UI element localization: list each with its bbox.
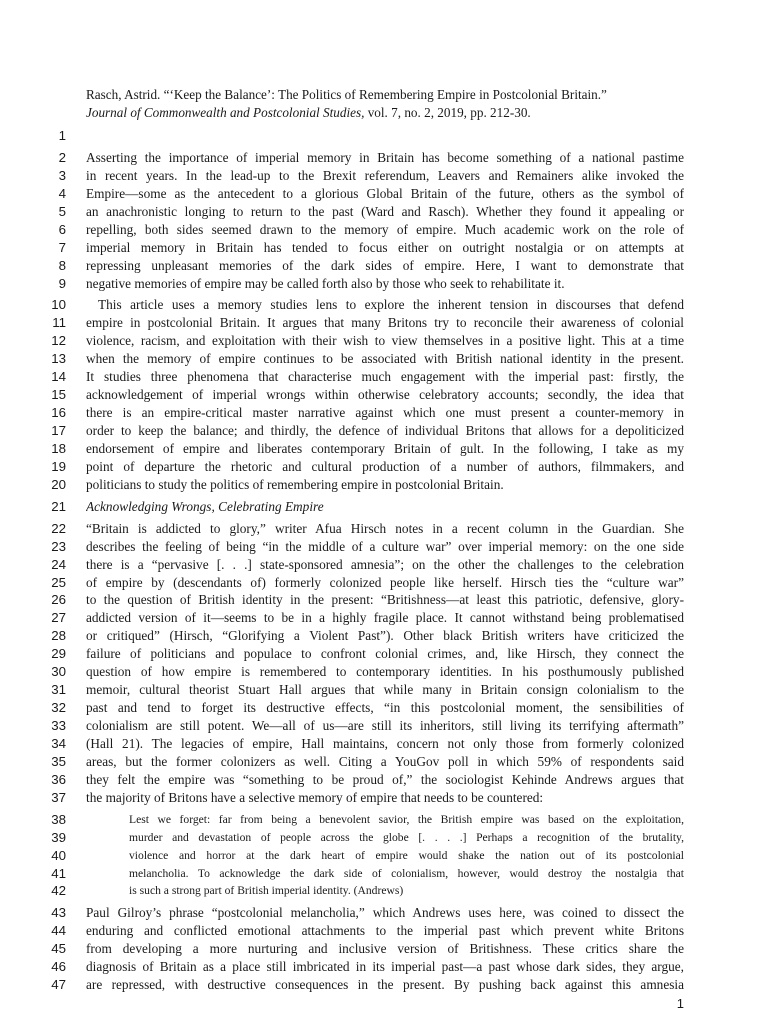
body-text-line: repressing unpleasant memories of the dark sides of empire. Here, I want to demonstrate that [86,257,684,273]
line-number: 37 [51,789,66,805]
line-number: 15 [51,387,66,403]
line-number: 25 [51,574,66,590]
body-text-line: (Hall 21). The legacies of empire, Hall maintains, concern not only those from formerly colonized [86,735,684,751]
citation-line-2 [86,104,686,122]
text-line [0,904,768,922]
text-line [0,753,768,771]
line-number: 7 [58,239,66,255]
text-line [0,940,768,958]
text-line [0,296,768,314]
body-text-line: memoir, cultural theorist Stuart Hall argues that while many in Britain consign colonialism to the [86,682,684,698]
body-text-line: there is a “pervasive [. . .] state-sponsored amnesia”; on the other the challenges to the celebration [86,556,684,572]
body-text-line: “Britain is addicted to glory,” writer Afua Hirsch notes in a recent column in the Guardian. She [86,520,684,536]
body-text-line: diagnosis of Britain as a place still imbricated in its imperial past—a past whose dark sides, they argue, [86,959,684,975]
text-line [0,865,768,883]
body-text-line: endorsement of empire and liberates contemporary Britain of gult. In the following, I take as my [86,440,684,456]
text-line [0,538,768,556]
text-line [0,404,768,422]
line-number: 13 [51,351,66,367]
body-text-line: describes the feeling of being “in the middle of a culture war” over imperial memory: on the one side [86,538,684,554]
line-number: 28 [51,628,66,644]
body-text-line: to the question of British identity in the present: “Britishness—at least this patriotic, defensive, glory- [86,592,684,608]
line-number: 6 [58,221,66,237]
text-line [0,922,768,940]
line-number: 42 [51,883,66,899]
body-text-line: from developing a more nurturing and inclusive version of Britishness. These critics share the [86,941,684,957]
line-number: 4 [58,185,66,201]
body-text-line: addicted version of it—seems to be in a highly fragile place. It cannot withstand being problematised [86,610,684,626]
text-line [0,627,768,645]
body-text-line: an anachronistic longing to return to the past (Ward and Rasch). Whether they found it appealing or [86,203,684,219]
block-quote-line: Lest we forget: far from being a benevolent savior, the British empire was based on the exploitation, [129,812,684,826]
text-line [0,203,768,221]
text-line [0,422,768,440]
text-line [0,882,768,900]
line-number: 21 [51,498,66,514]
line-number: 22 [51,520,66,536]
line-number: 1 [58,128,66,143]
numbered-text-body [0,127,768,994]
line-number: 18 [51,440,66,456]
block-quote-line: is such a strong part of British imperial identity. (Andrews) [129,884,404,898]
journal-title: Journal of Commonwealth and Postcolonial Studies, [86,104,365,120]
line-number: 24 [51,556,66,572]
line-number: 35 [51,753,66,769]
text-line [0,167,768,185]
text-line [0,368,768,386]
text-line [0,771,768,789]
line-number: 33 [51,718,66,733]
line-number: 40 [51,847,66,863]
line-number: 39 [51,829,66,845]
body-text-line: Asserting the importance of imperial memory in Britain has become something of a national pastime [86,149,684,165]
body-text-line: when the memory of empire continues to be associated with British national identity in the present. [86,351,684,367]
line-number: 5 [58,203,66,219]
body-text-line: violence, racism, and exploitation with their wish to view themselves in a positive light. This at a time [86,333,684,349]
body-text-line: or critiqued” (Hirsch, “Glorifying a Violent Past”). Other black British writers have criticized the [86,628,684,644]
text-line [0,717,768,735]
text-line [0,574,768,592]
text-line [0,185,768,203]
body-text-line: It studies three phenomena that characterise much engagement with the imperial past: firstly, the [86,369,684,385]
citation-details: vol. 7, no. 2, 2019, pp. 212-30. [364,104,531,120]
text-line [0,958,768,976]
line-number: 3 [58,167,66,183]
body-text-line: imperial memory in Britain has tended to focus either on outright nostalgia or on attempts at [86,239,684,255]
text-line [0,681,768,699]
body-text-line: Paul Gilroy’s phrase “postcolonial melancholia,” which Andrews uses here, was coined to dissect the [86,905,684,921]
line-number: 41 [51,865,66,881]
body-text-line: question of how empire is remembered to contemporary identities. In his posthumously published [86,664,684,680]
line-number: 38 [51,811,66,827]
body-text-line: enduring and conflicted emotional attachments to the imperial past which prevent white Britons [86,923,684,939]
section-heading: Acknowledging Wrongs, Celebrating Empire [86,498,324,514]
block-quote-line: melancholia. To acknowledge the dark side of colonialism, however, would destroy the nostalgia that [129,866,684,880]
text-line [0,498,768,516]
text-line [0,609,768,627]
text-line [0,275,768,293]
body-text-line: acknowledgement of imperial wrongs within otherwise celebratory accounts; secondly, the idea that [86,387,684,403]
body-text-line: are repressed, with destructive consequences in the present. By pushing back against this amnesia [86,977,684,993]
text-line [0,811,768,829]
line-number: 2 [58,149,66,165]
text-line [0,149,768,167]
line-number: 31 [51,682,66,698]
block-quote-line: violence and horror at the dark heart of empire would shake the nation out of its postcolonial [129,848,684,862]
text-line [0,257,768,275]
body-text-line: Empire—some as the antecedent to a glorious Global Britain of the future, others as the symbol of [86,185,684,201]
line-number: 16 [51,405,66,421]
text-line [0,976,768,994]
body-text-line: politicians to study the politics of remembering empire in postcolonial Britain. [86,476,504,492]
line-number: 19 [51,458,66,474]
body-text-line: colonialism are still potent. We—all of us—are still its inheritors, still living its terrifying aftermath” [86,718,684,733]
text-line [0,476,768,494]
line-number: 30 [51,664,66,680]
body-text-line: repelling, both sides seemed drawn to the memory of empire. Much academic work on the role of [86,221,684,237]
body-text-line: the majority of Britons have a selective memory of empire that needs to be countered: [86,789,544,805]
text-line [0,127,768,145]
line-number: 9 [58,275,66,291]
line-number: 8 [58,257,66,273]
line-number: 27 [51,610,66,626]
text-line [0,735,768,753]
body-text-line: point of departure the rhetoric and cultural production of a number of authors, filmmakers, and [86,458,684,474]
line-number: 32 [51,700,66,716]
line-number: 23 [51,538,66,554]
body-text-line: they felt the empire was “something to be proud of,” the sociologist Kehinde Andrews argues that [86,771,684,787]
text-line [0,699,768,717]
line-number: 26 [51,592,66,608]
text-line [0,520,768,538]
body-text-line: there is an empire-critical master narrative against which one must present a counter-memory in [86,405,684,421]
line-number: 47 [51,977,66,993]
text-line [0,332,768,350]
page-number: 1 [676,996,684,1011]
text-line [0,556,768,574]
text-line [0,645,768,663]
line-number: 43 [51,905,66,921]
block-quote-line: murder and devastation of people across the globe [. . . .] Perhaps a recognition of the brutality, [129,830,684,844]
line-number: 29 [51,646,66,662]
body-text-line: of empire by (descendants of) formerly colonized people like herself. Hirsch ties the “culture war” [86,574,684,590]
body-text-line: order to keep the balance; and thirdly, the defence of individual Britons that allows for a depoliticized [86,423,684,438]
line-number: 46 [51,959,66,975]
line-number: 44 [51,923,66,939]
body-text-line: failure of politicians and populace to confront colonial crimes, and, like Hirsch, they connect the [86,646,684,662]
text-line [0,350,768,368]
text-line [0,829,768,847]
text-line [0,239,768,257]
text-line [0,789,768,807]
line-number: 11 [52,315,66,331]
text-line [0,440,768,458]
text-line [0,386,768,404]
line-number: 34 [51,735,66,751]
line-number: 45 [51,941,66,957]
text-line [0,314,768,332]
text-line [0,591,768,609]
body-text-line: in recent years. In the lead-up to the Brexit referendum, Leavers and Remainers alike invoked the [86,167,684,183]
text-line [0,221,768,239]
body-text-line: areas, but the former colonizers as well. Citing a YouGov poll in which 59% of respondents said [86,753,684,769]
line-number: 10 [51,297,66,313]
text-line [0,847,768,865]
line-number: 20 [51,476,66,492]
line-number: 12 [51,333,66,349]
body-text-line: negative memories of empire may be called forth also by those who seek to rehabilitate it. [86,275,565,291]
line-number: 36 [51,771,66,787]
citation-header [86,86,686,121]
body-text-line: This article uses a memory studies lens to explore the inherent tension in discourses that defend [98,297,684,313]
citation-line-1: Rasch, Astrid. “‘Keep the Balance’: The Politics of Remembering Empire in Postcolonial Britain.” [86,87,607,102]
line-number: 17 [51,423,66,438]
body-text-line: empire in postcolonial Britain. It argues that many Britons try to reconcile their awareness of colonial [86,315,684,331]
body-text-line: past and tend to forget its destructive effects, “in this postcolonial moment, the sensibilities of [86,700,684,716]
text-line [0,458,768,476]
text-line [0,663,768,681]
line-number: 14 [51,369,66,385]
